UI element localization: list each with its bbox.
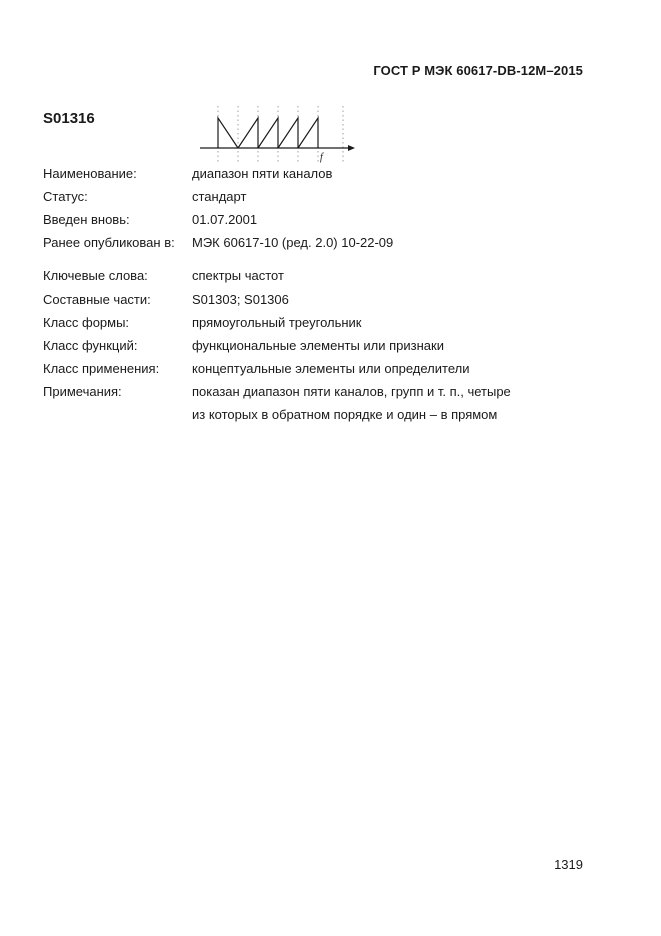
field-value: показан диапазон пяти каналов, групп и т. п., четыре — [192, 384, 511, 399]
field-value: 01.07.2001 — [192, 212, 258, 227]
field-value: концептуальные элементы или определители — [192, 361, 470, 376]
page-number: 1319 — [554, 857, 583, 872]
field-value: функциональные элементы или признаки — [192, 338, 444, 353]
field-label: Ранее опубликован в: — [43, 235, 175, 250]
field-label: Класс функций: — [43, 338, 138, 353]
field-value: диапазон пяти каналов — [192, 166, 333, 181]
field-label: Наименование: — [43, 166, 137, 181]
field-label: Составные части: — [43, 292, 151, 307]
field-value: МЭК 60617-10 (ред. 2.0) 10-22-09 — [192, 235, 394, 250]
field-value: прямоугольный треугольник — [192, 315, 362, 330]
symbol-code: S01316 — [43, 110, 95, 127]
five-channel-band-spectrum-icon — [198, 104, 358, 166]
field-label: Ключевые слова: — [43, 268, 148, 283]
field-label: Введен вновь: — [43, 212, 130, 227]
page-header-title: ГОСТ Р МЭК 60617-DB-12M–2015 — [373, 63, 583, 78]
field-label: Класс формы: — [43, 315, 130, 330]
field-value: спектры частот — [192, 268, 284, 283]
field-value: стандарт — [192, 189, 247, 204]
field-label: Статус: — [43, 189, 88, 204]
field-value: из которых в обратном порядке и один – в прямом — [192, 407, 498, 422]
field-label: Класс применения: — [43, 361, 160, 376]
field-value: S01303; S01306 — [192, 292, 289, 307]
field-label: Примечания: — [43, 384, 122, 399]
frequency-axis-label: f — [320, 152, 323, 163]
